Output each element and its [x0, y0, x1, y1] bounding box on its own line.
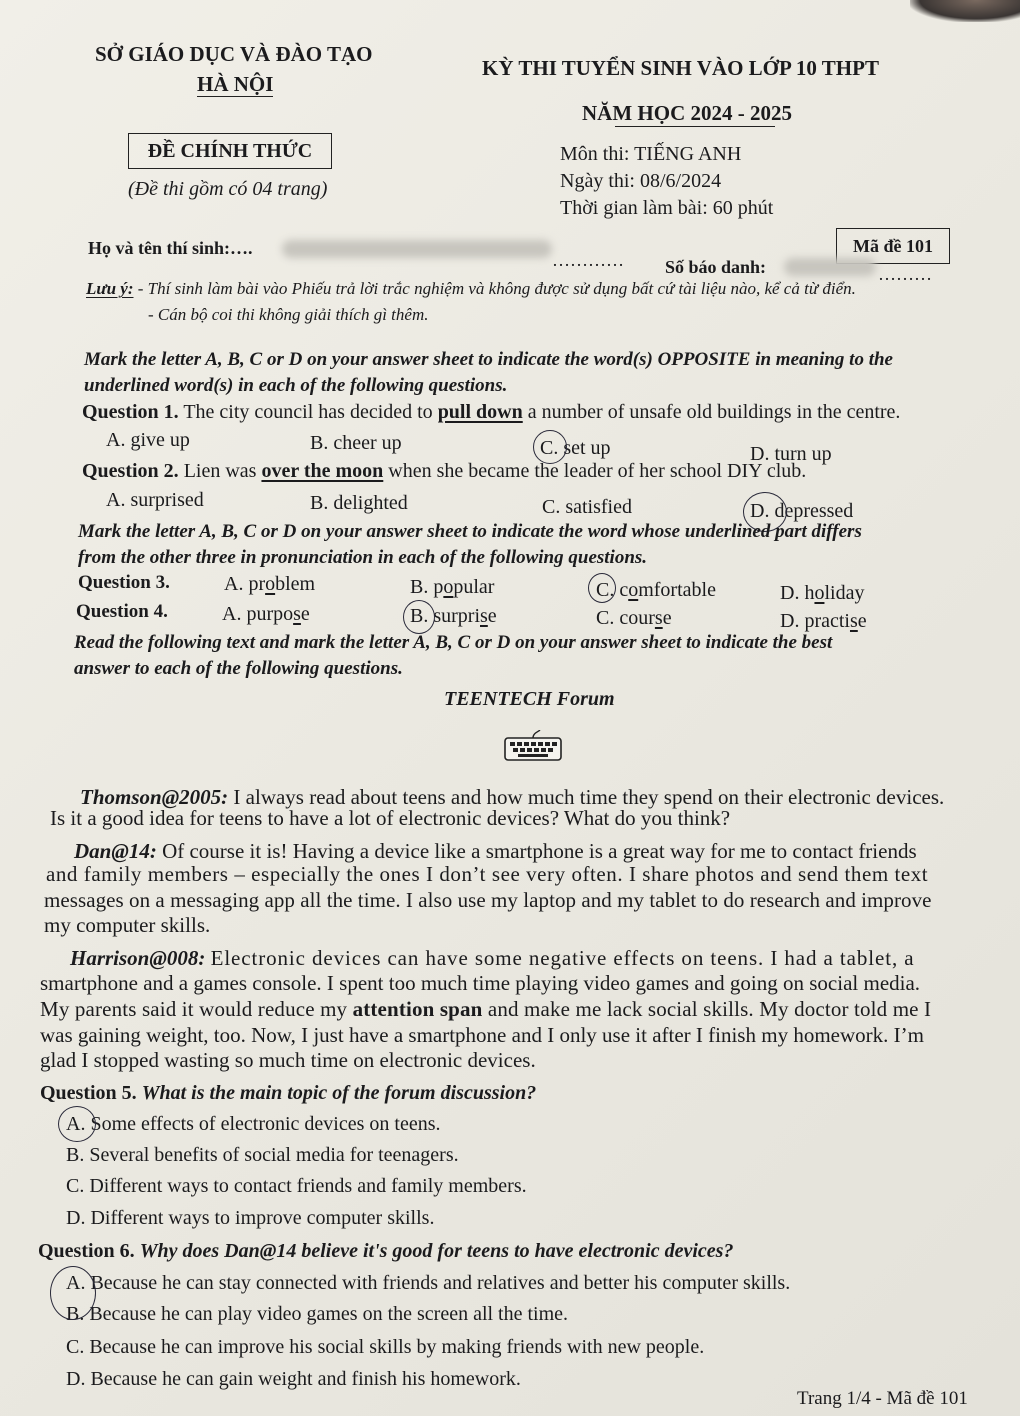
- subject: Môn thi: TIẾNG ANH: [560, 143, 742, 165]
- official-label: ĐỀ CHÍNH THỨC: [128, 133, 332, 169]
- notes-label: Lưu ý:: [86, 279, 134, 298]
- forum-post-2-line-3: messages on a messaging app all the time. I also use my laptop and my tablet to do research and improve: [44, 888, 932, 912]
- question-1-text-after: a number of unsafe old buildings in the centre.: [527, 401, 901, 423]
- question-2-text-after: when she became the leader of her school DIY club.: [388, 460, 807, 482]
- question-2-option-b[interactable]: B. delighted: [310, 492, 408, 514]
- forum-post-1-line-2: Is it a good idea for teens to have a lot of electronic devices? What do you think?: [50, 806, 731, 830]
- question-6-label: Question 6.: [38, 1240, 135, 1262]
- section2-instruction-2: from the other three in pronunciation in each of the following questions.: [78, 547, 648, 568]
- forum-post-3-line-1: Harrison@008: Electronic devices can have some negative effects on teens. I had a tablet, a: [70, 946, 915, 970]
- forum-post-3-line-3: My parents said it would reduce my attention span and make me lack social skills. My doctor told me I: [40, 997, 932, 1021]
- candidate-id-dots: ………: [878, 264, 932, 284]
- thumb-shadow: [910, 0, 1020, 22]
- question-4-option-b[interactable]: B. surprise: [410, 605, 497, 627]
- question-2-label: Question 2.: [82, 460, 179, 482]
- candidate-name-label: Họ và tên thí sinh:….: [88, 238, 253, 258]
- exam-duration: Thời gian làm bài: 60 phút: [560, 197, 774, 219]
- forum-post-3-line-2: smartphone and a games console. I spent too much time playing video games and going on social media.: [40, 971, 921, 995]
- section1-instruction-2: underlined word(s) in each of the following questions.: [84, 375, 508, 396]
- exam-date: Ngày thi: 08/6/2024: [560, 170, 722, 192]
- title-underline: [615, 126, 775, 127]
- forum-post-3-line-5: glad I stopped wasting so much time on electronic devices.: [40, 1048, 536, 1072]
- question-4-option-c[interactable]: C. course: [596, 607, 672, 629]
- question-1-underlined: pull down: [437, 401, 523, 423]
- department-city: HÀ NỘI: [197, 72, 274, 96]
- question-1-label: Question 1.: [82, 401, 179, 423]
- question-3-option-a[interactable]: A. problem: [224, 573, 316, 595]
- question-6-option-d[interactable]: D. Because he can gain weight and finish his homework.: [66, 1368, 521, 1390]
- section1-instruction-1: Mark the letter A, B, C or D on your answer sheet to indicate the word(s) OPPOSITE in meaning to the: [84, 349, 893, 370]
- question-3-option-d[interactable]: D. holiday: [780, 582, 865, 604]
- forum-post-2-line-2: and family members – especially the ones I don’t see very often. I share photos and send them text: [46, 862, 929, 886]
- forum-post-1-line-1: Thomson@2005: I always read about teens and how much time they spend on their electronic devices.: [80, 785, 945, 809]
- question-6-option-a[interactable]: A. Because he can stay connected with friends and relatives and better his computer skills.: [66, 1272, 791, 1294]
- question-2-option-a[interactable]: A. surprised: [106, 489, 204, 511]
- question-6-text: Why does Dan@14 believe it's good for teens to have electronic devices?: [139, 1240, 734, 1262]
- question-1-option-d[interactable]: D. turn up: [750, 443, 832, 465]
- question-1-stem: [82, 401, 900, 424]
- forum-post-2-line-4: my computer skills.: [44, 913, 211, 937]
- forum-post-1-author: Thomson@2005:: [80, 785, 229, 809]
- question-5-option-b[interactable]: B. Several benefits of social media for teenagers.: [66, 1144, 459, 1166]
- question-5-stem: [40, 1082, 536, 1105]
- department-name: SỞ GIÁO DỤC VÀ ĐÀO TẠO: [95, 42, 373, 66]
- forum-post-2-author: Dan@14:: [74, 839, 157, 863]
- forum-title: TEENTECH Forum: [444, 688, 615, 710]
- question-1-option-c[interactable]: C. set up: [540, 437, 611, 459]
- page-footer: Trang 1/4 - Mã đề 101: [797, 1388, 968, 1409]
- notes-line-1: - Thí sinh làm bài vào Phiếu trả lời trắc nghiệm và không được sử dụng bất cứ tài liệu nào, kể cả từ điển.: [137, 279, 856, 298]
- question-3-label: Question 3.: [78, 572, 170, 593]
- question-2-option-d[interactable]: D. depressed: [750, 500, 854, 522]
- question-5-option-d[interactable]: D. Different ways to improve computer skills.: [66, 1207, 435, 1229]
- exam-code: Mã đề 101: [836, 228, 950, 264]
- question-1-option-a[interactable]: A. give up: [106, 429, 190, 451]
- candidate-id-label: Số báo danh:: [665, 257, 767, 277]
- exam-title: KỲ THI TUYỂN SINH VÀO LỚP 10 THPT: [482, 56, 879, 80]
- question-2-option-c[interactable]: C. satisfied: [542, 496, 632, 518]
- question-2-underlined: over the moon: [261, 460, 384, 482]
- forum-post-2-line-1: Dan@14: Of course it is! Having a device like a smartphone is a great way for me to contact friends: [74, 839, 917, 863]
- question-2-text-before: Lien was: [183, 460, 257, 482]
- exam-year: NĂM HỌC 2024 - 2025: [582, 101, 792, 125]
- question-5-option-a[interactable]: A. Some effects of electronic devices on teens.: [66, 1113, 441, 1135]
- question-5-option-c[interactable]: C. Different ways to contact friends and family members.: [66, 1175, 527, 1197]
- notes-line-2: - Cán bộ coi thi không giải thích gì thêm.: [148, 305, 429, 324]
- question-1-text-before: The city council has decided to: [183, 401, 433, 423]
- candidate-name-redacted: [282, 240, 552, 258]
- question-5-text: What is the main topic of the forum discussion?: [141, 1082, 537, 1104]
- question-6-option-c[interactable]: C. Because he can improve his social skills by making friends with new people.: [66, 1336, 705, 1358]
- pages-note: (Đề thi gồm có 04 trang): [128, 178, 328, 200]
- question-6-option-b[interactable]: B. Because he can play video games on the screen all the time.: [66, 1303, 569, 1325]
- candidate-id-redacted: [784, 258, 876, 276]
- question-4-label: Question 4.: [76, 601, 168, 622]
- question-4-option-a[interactable]: A. purpose: [222, 603, 310, 625]
- section3-instruction-1: Read the following text and mark the letter A, B, C or D on your answer sheet to indicate the best: [74, 632, 833, 653]
- question-2-stem: [82, 460, 806, 483]
- candidate-name-dots: …………: [552, 250, 624, 270]
- question-4-option-d[interactable]: D. practise: [780, 610, 867, 632]
- forum-post-3-line-4: was gaining weight, too. Now, I just have a smartphone and I only use it after I finish my homework. I’m: [40, 1023, 924, 1047]
- section3-instruction-2: answer to each of the following questions.: [74, 658, 403, 679]
- question-3-option-b[interactable]: B. popular: [410, 576, 495, 598]
- attention-span-term: attention span: [352, 997, 483, 1021]
- forum-post-3-author: Harrison@008:: [70, 946, 206, 970]
- question-5-label: Question 5.: [40, 1082, 137, 1104]
- question-1-option-b[interactable]: B. cheer up: [310, 432, 402, 454]
- section2-instruction-1: Mark the letter A, B, C or D on your answer sheet to indicate the word whose underlined part differs: [78, 521, 862, 542]
- question-6-stem: [38, 1240, 733, 1263]
- keyboard-icon: [504, 730, 562, 762]
- question-3-option-c[interactable]: C. comfortable: [596, 579, 716, 601]
